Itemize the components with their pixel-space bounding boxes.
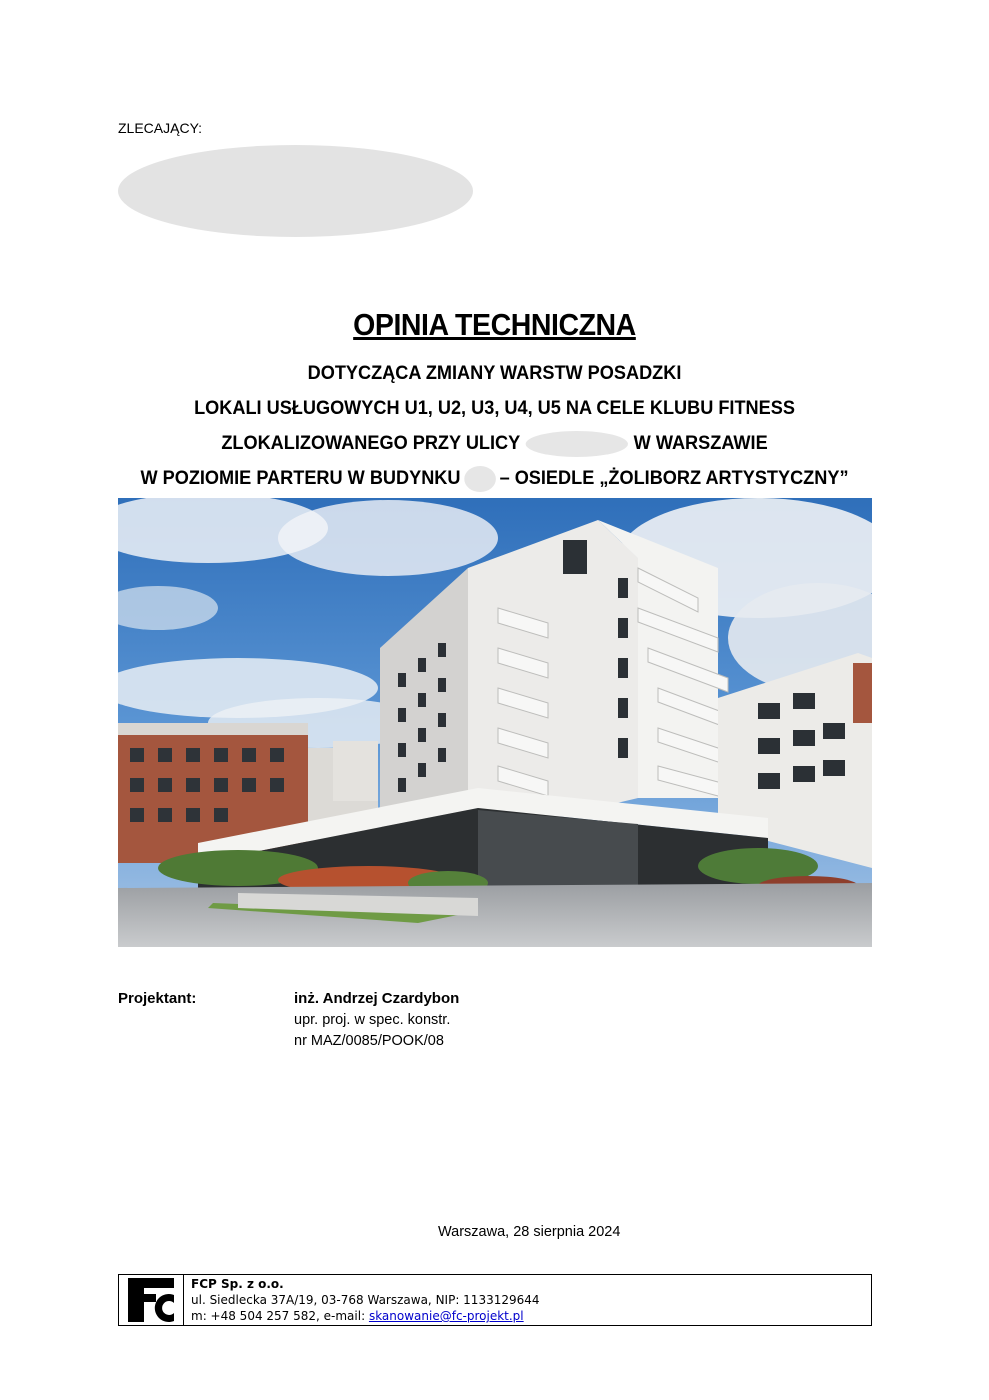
subtitle-line-1: DOTYCZĄCA ZMIANY WARSTW POSADZKI: [307, 362, 682, 384]
company-footer: [118, 1274, 872, 1326]
street-name-redacted: [526, 431, 628, 457]
company-name: FCP Sp. z o.o.: [191, 1277, 284, 1291]
place-date: Warszawa, 28 sierpnia 2024: [438, 1224, 621, 1240]
designer-label: Projektant:: [118, 990, 197, 1007]
designer-name: inż. Andrzej Czardybon: [294, 990, 460, 1007]
company-details: [184, 1275, 540, 1325]
company-contact: [191, 1308, 540, 1324]
client-name-redacted: [118, 145, 473, 237]
client-label: ZLECAJĄCY:: [118, 120, 203, 136]
company-email-link[interactable]: skanowanie@fc-projekt.pl: [368, 1309, 524, 1323]
building-photo: [118, 498, 872, 947]
company-logo-icon: [119, 1275, 184, 1325]
subtitle-line-4-end: – OSIEDLE „ŻOLIBORZ ARTYSTYCZNY”: [499, 467, 849, 490]
designer-license: nr MAZ/0085/POOK/08: [294, 1033, 444, 1049]
building-id-redacted: [464, 466, 496, 492]
subtitle-line-2: LOKALI USŁUGOWYCH U1, U2, U3, U4, U5 NA CELE KLUBU FITNESS: [194, 397, 795, 419]
designer-qualification: upr. proj. w spec. konstr.: [294, 1012, 451, 1028]
subtitle-line-4: [35, 466, 955, 492]
subtitle-line-3: [35, 431, 955, 457]
subtitle-line-3-start: ZLOKALIZOWANEGO PRZY ULICY: [221, 432, 521, 455]
document-title: OPINIA TECHNICZNA: [353, 307, 636, 342]
subtitle-line-4-start: W POZIOMIE PARTERU W BUDYNKU: [140, 467, 461, 490]
subtitle-line-3-end: W WARSZAWIE: [633, 432, 768, 455]
company-address: ul. Siedlecka 37A/19, 03-768 Warszawa, NIP: 1133129644: [191, 1293, 540, 1307]
company-phone: m: +48 504 257 582, e-mail:: [191, 1309, 369, 1323]
